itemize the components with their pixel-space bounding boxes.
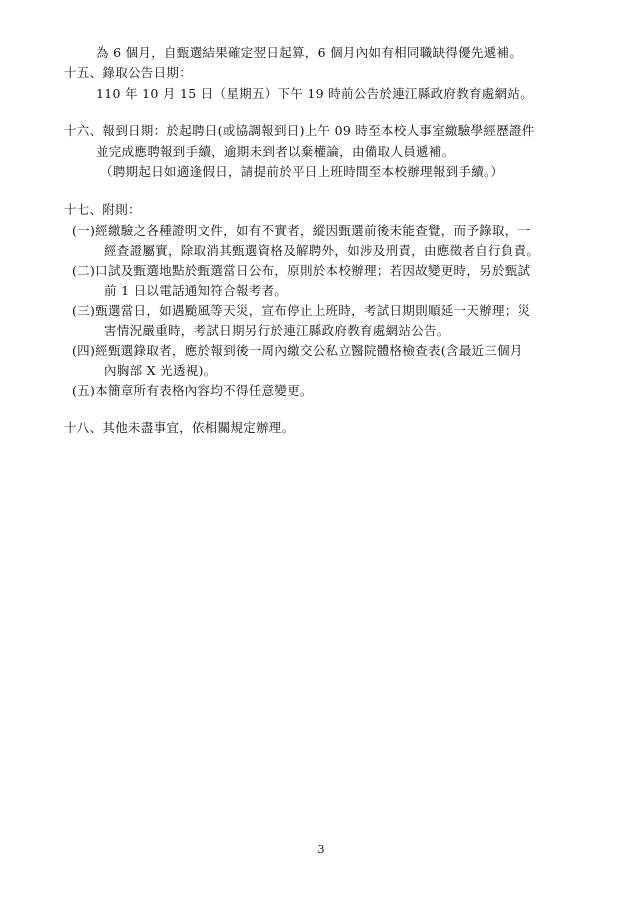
text-line: （聘期起日如適逢假日，請提前於平日上班時間至本校辦理報到手續。） — [100, 164, 504, 179]
text-line: 前 1 日以電話通知符合報考者。 — [104, 283, 288, 298]
section-heading-16: 十六、報到日期：於起聘日(或協調報到日)上午 09 時至本校人事室繳驗學經歷證件 — [64, 123, 535, 138]
text-line: 並完成應聘報到手續，逾期未到者以棄權論，由備取人員遞補。 — [96, 144, 455, 159]
list-item: (四)經甄選錄取者，應於報到後一周內繳交公私立醫院體格檢查表(含最近三個月 — [72, 343, 523, 358]
list-item: (二)口試及甄選地點於甄選當日公布，原則於本校辦理；若因故變更時，另於甄試 — [72, 263, 531, 278]
list-item: (三)甄選當日，如遇颱風等天災，宣布停止上班時，考試日期則順延一天辦理；災 — [72, 303, 531, 318]
text-line: 內胸部 X 光透視)。 — [104, 363, 217, 378]
section-heading-15: 十五、錄取公告日期： — [64, 65, 193, 80]
text-line: 經查證屬實，除取消其甄選資格及解聘外，如涉及刑責，由應徵者自行負責。 — [104, 243, 540, 258]
section-heading-18: 十八、其他未盡事宜，依相關規定辦理。 — [64, 420, 295, 435]
page-number: 3 — [317, 843, 325, 856]
text-line: 為 6 個月，自甄選結果確定翌日起算，6 個月內如有相同職缺得優先遞補。 — [96, 45, 523, 60]
text-line: 害情況嚴重時，考試日期另行於連江縣政府教育處網站公告。 — [104, 323, 450, 338]
section-heading-17: 十七、附則： — [64, 202, 141, 217]
text-line: 110 年 10 月 15 日（星期五）下午 19 時前公告於連江縣政府教育處網站。 — [96, 86, 533, 101]
list-item: (五)本簡章所有表格內容均不得任意變更。 — [72, 383, 313, 398]
list-item: (一)經繳驗之各種證明文件，如有不實者，縱因甄選前後未能查覺，而予錄取，一 — [72, 223, 531, 238]
